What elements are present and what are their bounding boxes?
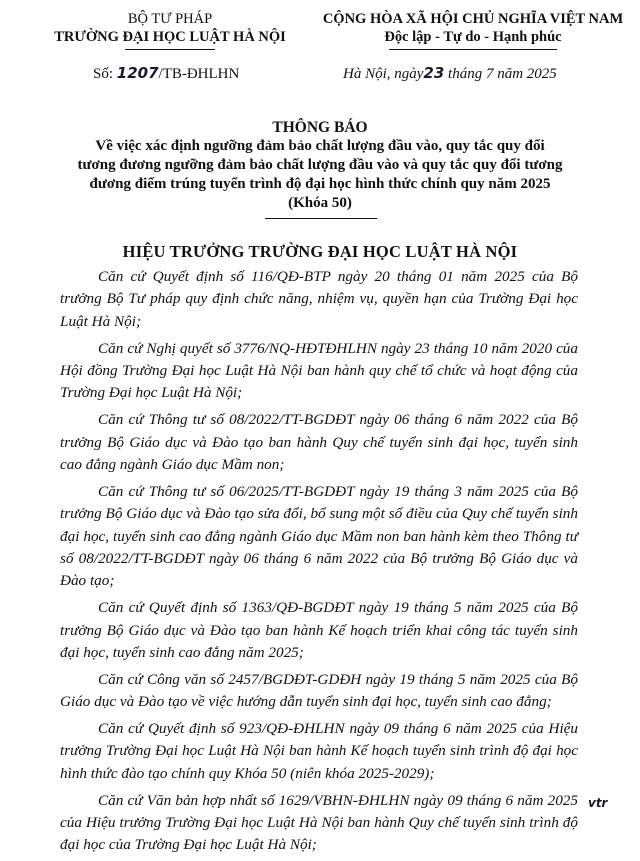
legal-basis-paragraph: Căn cứ Quyết định số 923/QĐ-ĐHLHN ngày 09 tháng 6 năm 2025 của Hiệu trưởng Trường Đại học Luật Hà Nội ban hành Kế hoạch tuyển sinh trình độ đại học hình thức đào tạo chính quy Khóa 50 (niên khóa 2025-2029);: [60, 720, 578, 782]
school-name: TRƯỜNG ĐẠI HỌC LUẬT HÀ NỘI: [54, 29, 286, 45]
legal-basis-paragraph: Căn cứ Quyết định số 116/QĐ-BTP ngày 20 tháng 01 năm 2025 của Bộ trưởng Bộ Tư pháp quy định chức năng, nhiệm vụ, quyền hạn của Trường Đại học Luật Hà Nội;: [60, 268, 578, 330]
legal-basis-paragraph: Căn cứ Quyết định số 1363/QĐ-BGDĐT ngày 19 tháng 5 năm 2025 của Bộ trưởng Bộ Giáo dục và Đào tạo ban hành Kế hoạch triển khai công tác tuyển sinh đại học, tuyển sinh cao đẳng năm 2025;: [60, 599, 578, 662]
notice-title-block: [40, 118, 600, 213]
national-motto: Độc lập - Tự do - Hạnh phúc: [384, 29, 562, 45]
doc-number-suffix: /TB-ĐHLHN: [158, 66, 240, 82]
national-header-block: [318, 10, 628, 50]
issuer-title: HIỆU TRƯỞNG TRƯỜNG ĐẠI HỌC LUẬT HÀ NỘI: [122, 242, 518, 261]
subject-line: Về việc xác định ngưỡng đảm bảo chất lượng đầu vào, quy tắc quy đổi: [95, 138, 545, 154]
handwritten-initials: vtr: [588, 796, 608, 810]
ministry-name: BỘ TƯ PHÁP: [127, 11, 213, 27]
doc-number-prefix: Số:: [93, 66, 114, 82]
subject-line: (Khóa 50): [288, 195, 352, 211]
place-date: [343, 64, 557, 83]
title-underline: [265, 218, 377, 219]
legal-basis-paragraph: Căn cứ Thông tư số 08/2022/TT-BGDĐT ngày 06 tháng 6 năm 2022 của Bộ trưởng Bộ Giáo dục và Đào tạo ban hành Quy chế tuyển sinh đại học, tuyển sinh cao đẳng ngành Giáo dục Mầm non;: [60, 411, 578, 474]
motto-underline: [389, 49, 557, 50]
doc-number-handwritten: 1207: [116, 64, 159, 82]
place-date-prefix: Hà Nội, ngày: [343, 66, 424, 82]
legal-basis-paragraph: Căn cứ Thông tư số 06/2025/TT-BGDĐT ngày 19 tháng 3 năm 2025 của Bộ trưởng Bộ Giáo dục và Đào tạo sửa đổi, bổ sung một số điều của Quy chế tuyển sinh đại học, tuyển sinh cao đẳng ngành Giáo dục Mầm non ban hành kèm theo Thông tư số 08/2022/TT-BGDĐT ngày 06 tháng 6 năm 2022 của Bộ trưởng Bộ Giáo dục và Đào tạo;: [60, 482, 578, 590]
notice-heading: THÔNG BÁO: [272, 119, 368, 136]
subject-line: tương đương ngưỡng đảm bảo chất lượng đầu vào và quy tắc quy đổi tương: [77, 157, 563, 173]
document-number: [93, 64, 239, 83]
country-name: CỘNG HÒA XÃ HỘI CHỦ NGHĨA VIỆT NAM: [322, 11, 624, 27]
agency-underline: [125, 49, 215, 50]
legal-basis-list: [60, 266, 578, 861]
legal-basis-paragraph: Căn cứ Công văn số 2457/BGDĐT-GDĐH ngày 19 tháng 5 năm 2025 của Bộ Giáo dục và Đào tạo về việc hướng dẫn tuyển sinh đại học, tuyển sinh cao đẳng;: [60, 670, 578, 711]
subject-line: đương điểm trúng tuyển trình độ đại học hình thức chính quy năm 2025: [89, 176, 551, 192]
legal-basis-paragraph: Căn cứ Văn bản hợp nhất số 1629/VBHN-ĐHLHN ngày 09 tháng 6 năm 2025 của Hiệu trưởng Trường Đại học Luật Hà Nội ban hành Quy chế tuyển sinh trình độ đại học của Trường Đại học Luật Hà Nội;: [60, 791, 578, 854]
issuing-agency-block: [20, 10, 320, 50]
place-date-suffix: tháng 7 năm 2025: [448, 66, 557, 82]
legal-basis-paragraph: Căn cứ Nghị quyết số 3776/NQ-HĐTĐHLHN ngày 23 tháng 10 năm 2020 của Hội đồng Trường Đại học Luật Hà Nội ban hành quy chế tổ chức và hoạt động của Trường Đại học Luật Hà Nội;: [60, 339, 578, 402]
date-day-handwritten: 23: [423, 64, 445, 82]
